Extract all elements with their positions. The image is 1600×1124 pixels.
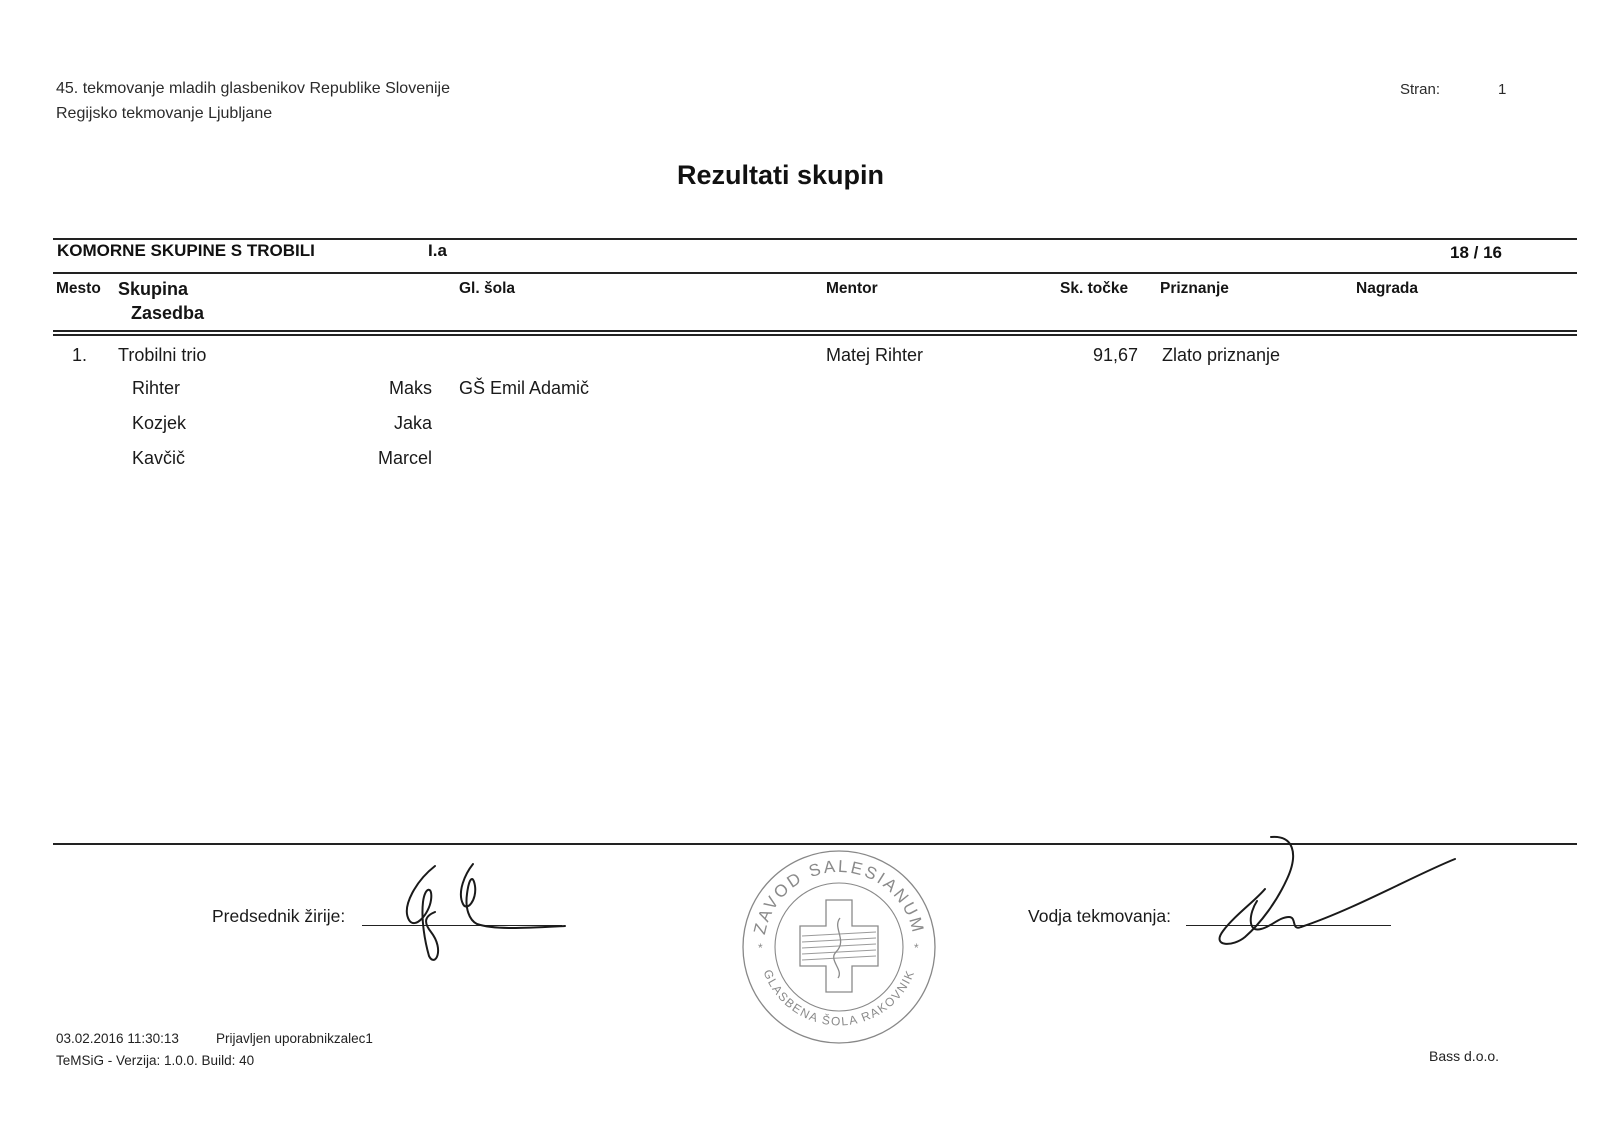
col-mesto: Mesto bbox=[56, 280, 101, 297]
col-mentor: Mentor bbox=[826, 280, 878, 297]
divider bbox=[53, 330, 1577, 332]
page-number: 1 bbox=[1498, 81, 1507, 98]
result-group: Trobilni trio bbox=[118, 345, 207, 365]
footer-version: TeMSiG - Verzija: 1.0.0. Build: 40 bbox=[56, 1053, 255, 1068]
member-surname: Kavčič bbox=[132, 448, 186, 468]
footer-company: Bass d.o.o. bbox=[1429, 1048, 1500, 1064]
member-name: Jaka bbox=[393, 413, 432, 433]
member-name: Maks bbox=[388, 378, 432, 398]
member-school: GŠ Emil Adamič bbox=[459, 378, 590, 398]
member-surname: Rihter bbox=[132, 378, 181, 398]
svg-text:GLASBENA ŠOLA RAKOVNIK: GLASBENA ŠOLA RAKOVNIK bbox=[760, 967, 918, 1029]
result-place: 1. bbox=[72, 345, 88, 365]
col-tocke: Sk. točke bbox=[1060, 280, 1129, 297]
result-mentor: Matej Rihter bbox=[826, 345, 924, 365]
col-zasedba: Zasedba bbox=[131, 303, 205, 323]
leader-signature bbox=[1205, 835, 1465, 955]
divider bbox=[53, 238, 1577, 240]
col-skupina: Skupina bbox=[118, 279, 189, 299]
svg-text:*: * bbox=[758, 941, 763, 955]
school-stamp bbox=[740, 848, 938, 1046]
result-points: 91,67 bbox=[1092, 345, 1138, 365]
president-signature bbox=[395, 858, 575, 970]
col-sola: Gl. šola bbox=[459, 280, 515, 297]
page-title: Rezultati skupin bbox=[677, 160, 885, 190]
col-priznanje: Priznanje bbox=[1160, 280, 1229, 297]
president-label: Predsednik žirije: bbox=[212, 906, 346, 926]
competition-subtitle: Regijsko tekmovanje Ljubljane bbox=[56, 105, 273, 122]
footer-login: Prijavljen uporabnikzalec1 bbox=[216, 1031, 373, 1046]
leader-label: Vodja tekmovanja: bbox=[1028, 906, 1172, 926]
member-surname: Kozjek bbox=[132, 413, 187, 433]
footer-timestamp: 03.02.2016 11:30:13 bbox=[56, 1031, 179, 1046]
category-name: KOMORNE SKUPINE S TROBILI bbox=[57, 241, 315, 260]
result-award: Zlato priznanje bbox=[1162, 345, 1281, 365]
page-label: Stran: bbox=[1400, 81, 1441, 98]
category-level: I.a bbox=[428, 241, 447, 260]
col-nagrada: Nagrada bbox=[1356, 280, 1419, 297]
svg-text:*: * bbox=[914, 941, 919, 955]
svg-text:ZAVOD SALESIANUM: ZAVOD SALESIANUM bbox=[750, 856, 929, 937]
divider bbox=[53, 272, 1577, 274]
divider bbox=[53, 334, 1577, 336]
competition-title: 45. tekmovanje mladih glasbenikov Republike Slovenije bbox=[56, 80, 451, 97]
member-name: Marcel bbox=[377, 448, 432, 468]
category-count: 18 / 16 bbox=[1450, 243, 1502, 262]
